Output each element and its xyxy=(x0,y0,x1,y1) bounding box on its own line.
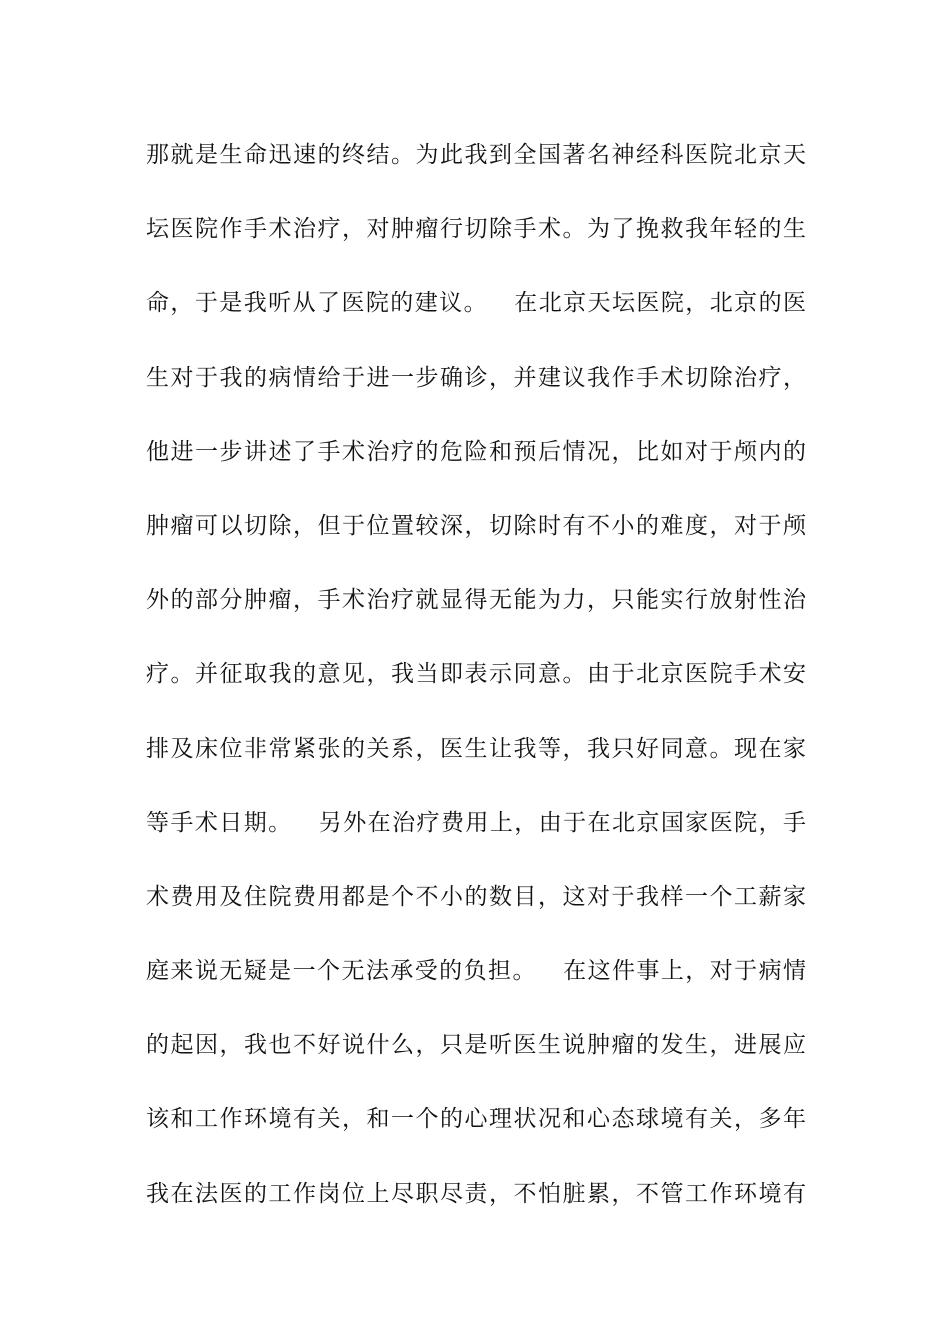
text-line: 坛医院作手术治疗，对肿瘤行切除手术。为了挽救我年轻的生 xyxy=(146,216,806,243)
body-text xyxy=(146,131,806,1244)
text-line: 庭来说无疑是一个无法承受的负担。 在这件事上，对于病情 xyxy=(146,958,806,985)
text-line: 术费用及住院费用都是个不小的数目，这对于我样一个工薪家 xyxy=(146,883,806,910)
text-line: 的起因，我也不好说什么，只是听医生说肿瘤的发生，进展应 xyxy=(146,1032,806,1059)
text-line: 该和工作环境有关，和一个的心理状况和心态球境有关，多年 xyxy=(146,1106,806,1133)
text-line: 那就是生命迅速的终结。为此我到全国著名神经科医院北京天 xyxy=(146,142,806,168)
text-line: 等手术日期。 另外在治疗费用上，由于在北京国家医院，手 xyxy=(146,809,806,836)
text-line: 我在法医的工作岗位上尽职尽责，不怕脏累，不管工作环境有 xyxy=(146,1180,806,1207)
text-line: 肿瘤可以切除，但于位置较深，切除时有不小的难度，对于颅 xyxy=(146,512,806,539)
text-line: 他进一步讲述了手术治疗的危险和预后情况，比如对于颅内的 xyxy=(146,438,806,465)
text-line: 疗。并征取我的意见，我当即表示同意。由于北京医院手术安 xyxy=(146,661,806,688)
text-line: 排及床位非常紧张的关系，医生让我等，我只好同意。现在家 xyxy=(146,735,806,762)
text-line: 外的部分肿瘤，手术治疗就显得无能为力，只能实行放射性治 xyxy=(146,587,806,614)
text-line: 生对于我的病情给于进一步确诊，并建议我作手术切除治疗， xyxy=(146,364,806,391)
text-line: 命，于是我听从了医院的建议。 在北京天坛医院，北京的医 xyxy=(146,290,806,317)
